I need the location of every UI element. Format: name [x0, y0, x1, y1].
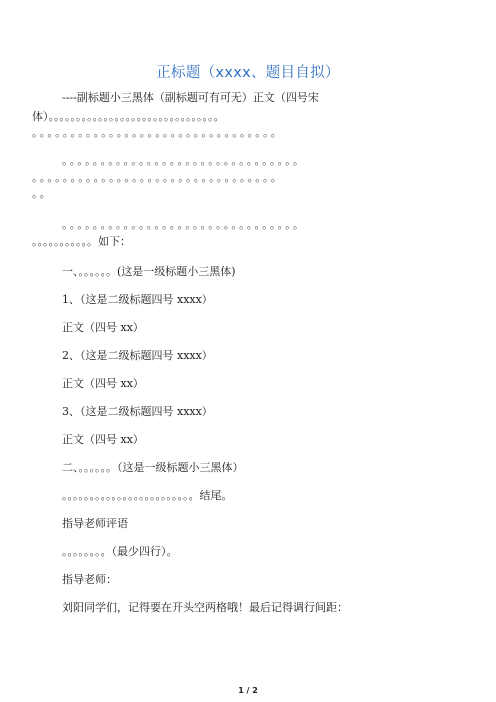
- dots-line: 。。。。。。。。。。。。。。。。。。。。。。。。。。。。。。。。: [32, 126, 284, 139]
- heading-level-1: 二、。。。。。。（这是一级标题小三黑体）: [62, 461, 244, 474]
- dots-line: 。。: [32, 187, 53, 200]
- heading-level-2: 2、（这是二级标题四号 xxxx）: [62, 349, 213, 362]
- advisor-comment-text: 。。。。。。。。（最少四行）。: [62, 545, 178, 558]
- body-continuation-line: 体）。。。。。。。。。。。。。。。。。。。。。。。。。。。。。。。: [32, 110, 225, 123]
- heading-level-1: 一、。。。。。。(这是一级标题小三黑体): [62, 265, 236, 278]
- advisor-note: 刘阳同学们，记得要在开头空两格哦！最后记得调行间距：: [62, 601, 348, 614]
- ending-line: 。。。。。。。。。。。。。。。。。。。。。。。。结尾。: [62, 489, 233, 502]
- intro-ending-line: 。。。。。。。。。。。如下：: [32, 235, 131, 248]
- subtitle-line: ----副标题小三黑体（副标题可有可无）正文（四号宋: [62, 91, 319, 104]
- document-title: 正标题（xxxx、题目自拟）: [156, 65, 340, 81]
- body-text: 正文（四号 xx）: [62, 321, 144, 334]
- advisor-comment-label: 指导老师评语: [62, 517, 128, 530]
- body-text: 正文（四号 xx）: [62, 433, 144, 446]
- heading-level-2: 3、（这是二级标题四号 xxxx）: [62, 405, 213, 418]
- body-text: 正文（四号 xx）: [62, 377, 144, 390]
- dots-line: 。。。。。。。。。。。。。。。。。。。。。。。。。。。。。。。: [62, 154, 307, 167]
- advisor-label: 指导老师：: [62, 573, 117, 586]
- page-number: 1 / 2: [238, 686, 258, 695]
- dots-line: 。。。。。。。。。。。。。。。。。。。。。。。。。。。。。。。。: [32, 171, 284, 184]
- heading-level-2: 1、（这是二级标题四号 xxxx）: [62, 293, 213, 306]
- dots-line: 。。。。。。。。。。。。。。。。。。。。。。。。。。。。。。。: [62, 218, 307, 231]
